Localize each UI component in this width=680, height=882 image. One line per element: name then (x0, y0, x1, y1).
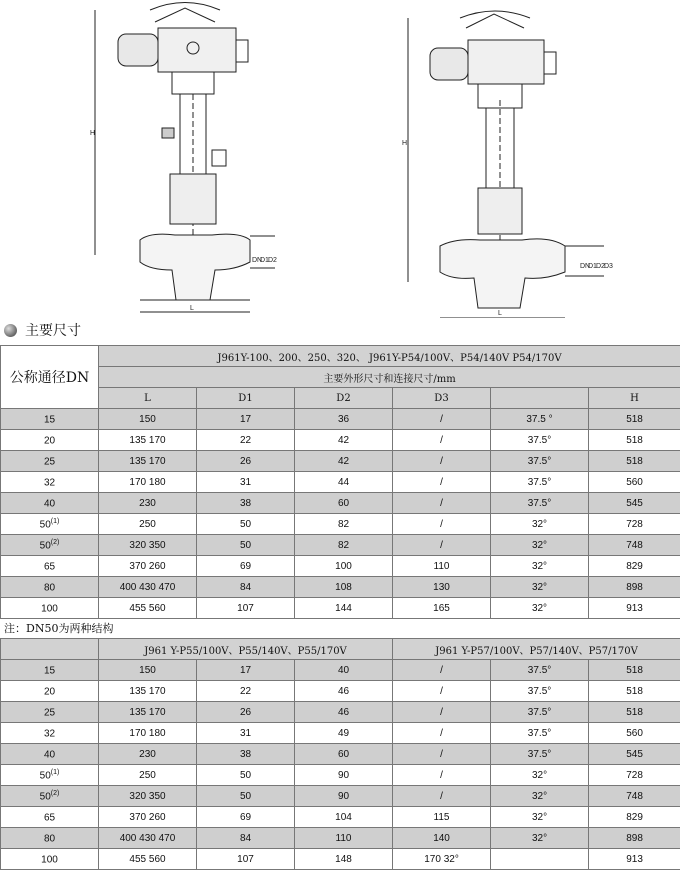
cell-dn: 50$^{(2)}$ (1, 535, 99, 556)
cell-d1: 26 (197, 451, 295, 472)
cell-angle: 37.5° (491, 451, 589, 472)
cell-dn: 40 (1, 493, 99, 514)
cell-d3: 115 (393, 807, 491, 828)
cell-dn: 32 (1, 723, 99, 744)
cell-h: 545 (589, 744, 680, 765)
table-row (1, 786, 680, 807)
model-line-right: J961 Y-P57/100V、P57/140V、P57/170V (393, 639, 680, 660)
cell-l: 400 430 470 (99, 577, 197, 598)
table-row (1, 828, 680, 849)
cell-h: 518 (589, 409, 680, 430)
cell-l: 230 (99, 744, 197, 765)
cell-d3: / (393, 493, 491, 514)
cell-d3: 165 (393, 598, 491, 619)
cell-h: 748 (589, 535, 680, 556)
cell-d2: 40 (295, 660, 393, 681)
h-label-right: H (402, 140, 408, 147)
valve-drawings (0, 0, 680, 318)
cell-h: 748 (589, 786, 680, 807)
footnote: 注：DN50为两种结构 (4, 622, 114, 635)
cell-l: 400 430 470 (99, 828, 197, 849)
table-row (1, 577, 680, 598)
table-row (1, 807, 680, 828)
table-row (1, 514, 680, 535)
cell-h: 898 (589, 828, 680, 849)
cell-h: 545 (589, 493, 680, 514)
right-valve-drawing (408, 11, 604, 318)
cell-d1: 38 (197, 493, 295, 514)
t2-blank-header (1, 639, 99, 660)
h-label-left: H (90, 130, 96, 137)
cell-d1: 26 (197, 702, 295, 723)
cell-h: 728 (589, 514, 680, 535)
cell-d2: 44 (295, 472, 393, 493)
cell-d1: 31 (197, 472, 295, 493)
section-header (4, 319, 81, 341)
cell-l: 370 260 (99, 807, 197, 828)
cell-angle: 37.5° (491, 723, 589, 744)
cell-d3: / (393, 430, 491, 451)
cell-d1: 69 (197, 807, 295, 828)
left-valve-drawing (95, 3, 275, 313)
cell-l: 135 170 (99, 451, 197, 472)
cell-angle: 32° (491, 807, 589, 828)
cell-dn: 25 (1, 451, 99, 472)
cell-d1: 38 (197, 744, 295, 765)
cell-d2: 144 (295, 598, 393, 619)
table-row (1, 493, 680, 514)
cell-h: 829 (589, 556, 680, 577)
cell-dn: 80 (1, 577, 99, 598)
table-row (1, 681, 680, 702)
cell-d3: 130 (393, 577, 491, 598)
table-row (1, 598, 680, 619)
cell-d2: 42 (295, 451, 393, 472)
cell-d1: 107 (197, 598, 295, 619)
cell-d1: 84 (197, 577, 295, 598)
cell-d1: 50 (197, 765, 295, 786)
cell-d2: 60 (295, 744, 393, 765)
l-label-left: L (190, 305, 194, 312)
cell-angle: 37.5° (491, 702, 589, 723)
dn-label-left: DN (252, 257, 263, 264)
cell-d1: 31 (197, 723, 295, 744)
cell-d1: 69 (197, 556, 295, 577)
cell-d1: 17 (197, 660, 295, 681)
cell-d3: / (393, 535, 491, 556)
cell-l: 455 560 (99, 598, 197, 619)
dn-footnote-mark: (2) (50, 538, 60, 546)
col-header-d2: D2 (295, 388, 393, 409)
dn-label-right: DN (580, 263, 591, 270)
cell-angle: 32° (491, 556, 589, 577)
model-line-left: J961 Y-P55/100V、P55/140V、P55/170V (99, 639, 393, 660)
cell-dn: 80 (1, 828, 99, 849)
table-row (1, 849, 680, 870)
cell-dn: 100 (1, 598, 99, 619)
col-header-d1: D1 (197, 388, 295, 409)
cell-l: 150 (99, 660, 197, 681)
table-row (1, 535, 680, 556)
cell-d2: 60 (295, 493, 393, 514)
cell-d2: 104 (295, 807, 393, 828)
cell-l: 170 180 (99, 723, 197, 744)
dimension-subtitle: 主要外形尺寸和连接尺寸/mm (99, 367, 680, 388)
cell-h: 829 (589, 807, 680, 828)
cell-l: 135 170 (99, 681, 197, 702)
cell-d1: 50 (197, 514, 295, 535)
table-row (1, 765, 680, 786)
cell-d2: 46 (295, 702, 393, 723)
cell-h: 913 (589, 849, 680, 870)
cell-d3: / (393, 681, 491, 702)
cell-d3: / (393, 514, 491, 535)
dimensions-table-1 (0, 345, 680, 619)
d3-label-right: D3 (604, 263, 613, 270)
dimensions-table-2 (0, 638, 680, 870)
cell-h: 518 (589, 660, 680, 681)
d2-label-right: D2 (596, 263, 605, 270)
cell-d3: / (393, 409, 491, 430)
cell-d3: / (393, 765, 491, 786)
cell-d3: / (393, 472, 491, 493)
cell-d3: / (393, 723, 491, 744)
cell-d2: 36 (295, 409, 393, 430)
d1-label-left: D1 (260, 257, 269, 264)
dn-header: 公称通径DN (1, 346, 99, 409)
cell-d3: 110 (393, 556, 491, 577)
cell-d3: / (393, 451, 491, 472)
cell-angle: 37.5° (491, 493, 589, 514)
cell-dn: 20 (1, 430, 99, 451)
table-row (1, 660, 680, 681)
cell-dn: 65 (1, 807, 99, 828)
cell-h: 518 (589, 451, 680, 472)
col-header-d3: D3 (393, 388, 491, 409)
table-row (1, 472, 680, 493)
cell-angle: 32° (491, 598, 589, 619)
cell-d2: 90 (295, 786, 393, 807)
cell-d1: 50 (197, 786, 295, 807)
cell-angle: 32° (491, 765, 589, 786)
cell-d2: 110 (295, 828, 393, 849)
cell-d1: 22 (197, 681, 295, 702)
cell-dn: 100 (1, 849, 99, 870)
cell-d2: 49 (295, 723, 393, 744)
cell-angle: 37.5° (491, 744, 589, 765)
cell-d3: 170 32° (393, 849, 491, 870)
cell-d1: 50 (197, 535, 295, 556)
cell-dn: 15 (1, 660, 99, 681)
cell-dn: 25 (1, 702, 99, 723)
cell-l: 320 350 (99, 786, 197, 807)
cell-d2: 90 (295, 765, 393, 786)
cell-angle: 37.5° (491, 430, 589, 451)
cell-h: 560 (589, 723, 680, 744)
bullet-icon (4, 324, 17, 337)
table-row (1, 702, 680, 723)
cell-d3: 140 (393, 828, 491, 849)
table-row (1, 451, 680, 472)
cell-dn: 32 (1, 472, 99, 493)
table-row (1, 744, 680, 765)
cell-angle: 32° (491, 828, 589, 849)
cell-d2: 82 (295, 535, 393, 556)
cell-h: 898 (589, 577, 680, 598)
cell-angle: 32° (491, 577, 589, 598)
cell-d3: / (393, 702, 491, 723)
cell-h: 728 (589, 765, 680, 786)
cell-l: 170 180 (99, 472, 197, 493)
cell-angle: 32° (491, 786, 589, 807)
cell-l: 250 (99, 765, 197, 786)
cell-d2: 148 (295, 849, 393, 870)
d2-label-left: D2 (268, 257, 277, 264)
cell-h: 913 (589, 598, 680, 619)
cell-angle: 37.5 ° (491, 409, 589, 430)
table-row (1, 723, 680, 744)
table-row (1, 409, 680, 430)
cell-d3: / (393, 744, 491, 765)
cell-h: 518 (589, 681, 680, 702)
cell-l: 320 350 (99, 535, 197, 556)
cell-d1: 22 (197, 430, 295, 451)
l-label-right: L (498, 310, 502, 317)
cell-d1: 107 (197, 849, 295, 870)
cell-d1: 84 (197, 828, 295, 849)
model-line: J961Y-100、200、250、320、 J961Y-P54/100V、P54/140V P54/170V (99, 346, 680, 367)
cell-angle: 37.5° (491, 472, 589, 493)
col-header-l: L (99, 388, 197, 409)
cell-angle (491, 849, 589, 870)
cell-h: 560 (589, 472, 680, 493)
cell-d3: / (393, 660, 491, 681)
cell-dn: 65 (1, 556, 99, 577)
cell-d2: 82 (295, 514, 393, 535)
cell-d2: 100 (295, 556, 393, 577)
dn-footnote-mark: (2) (50, 789, 60, 797)
cell-d3: / (393, 786, 491, 807)
cell-l: 230 (99, 493, 197, 514)
cell-dn: 15 (1, 409, 99, 430)
col-header-angle (491, 388, 589, 409)
cell-dn: 50$^{(2)}$ (1, 786, 99, 807)
cell-h: 518 (589, 430, 680, 451)
cell-l: 250 (99, 514, 197, 535)
cell-angle: 37.5° (491, 660, 589, 681)
cell-d1: 17 (197, 409, 295, 430)
cell-d2: 46 (295, 681, 393, 702)
cell-dn: 50$^{(1)}$ (1, 765, 99, 786)
cell-l: 150 (99, 409, 197, 430)
table-row (1, 430, 680, 451)
cell-d2: 108 (295, 577, 393, 598)
cell-angle: 32° (491, 514, 589, 535)
dn-footnote-mark: (1) (50, 768, 60, 776)
cell-dn: 20 (1, 681, 99, 702)
cell-l: 370 260 (99, 556, 197, 577)
cell-angle: 32° (491, 535, 589, 556)
section-title: 主要尺寸 (25, 323, 81, 339)
cell-angle: 37.5° (491, 681, 589, 702)
dn-footnote-mark: (1) (50, 517, 60, 525)
cell-d2: 42 (295, 430, 393, 451)
cell-dn: 50$^{(1)}$ (1, 514, 99, 535)
d1-label-right: D1 (588, 263, 597, 270)
cell-l: 455 560 (99, 849, 197, 870)
table-row (1, 556, 680, 577)
cell-l: 135 170 (99, 430, 197, 451)
cell-h: 518 (589, 702, 680, 723)
cell-l: 135 170 (99, 702, 197, 723)
cell-dn: 40 (1, 744, 99, 765)
col-header-h: H (589, 388, 680, 409)
